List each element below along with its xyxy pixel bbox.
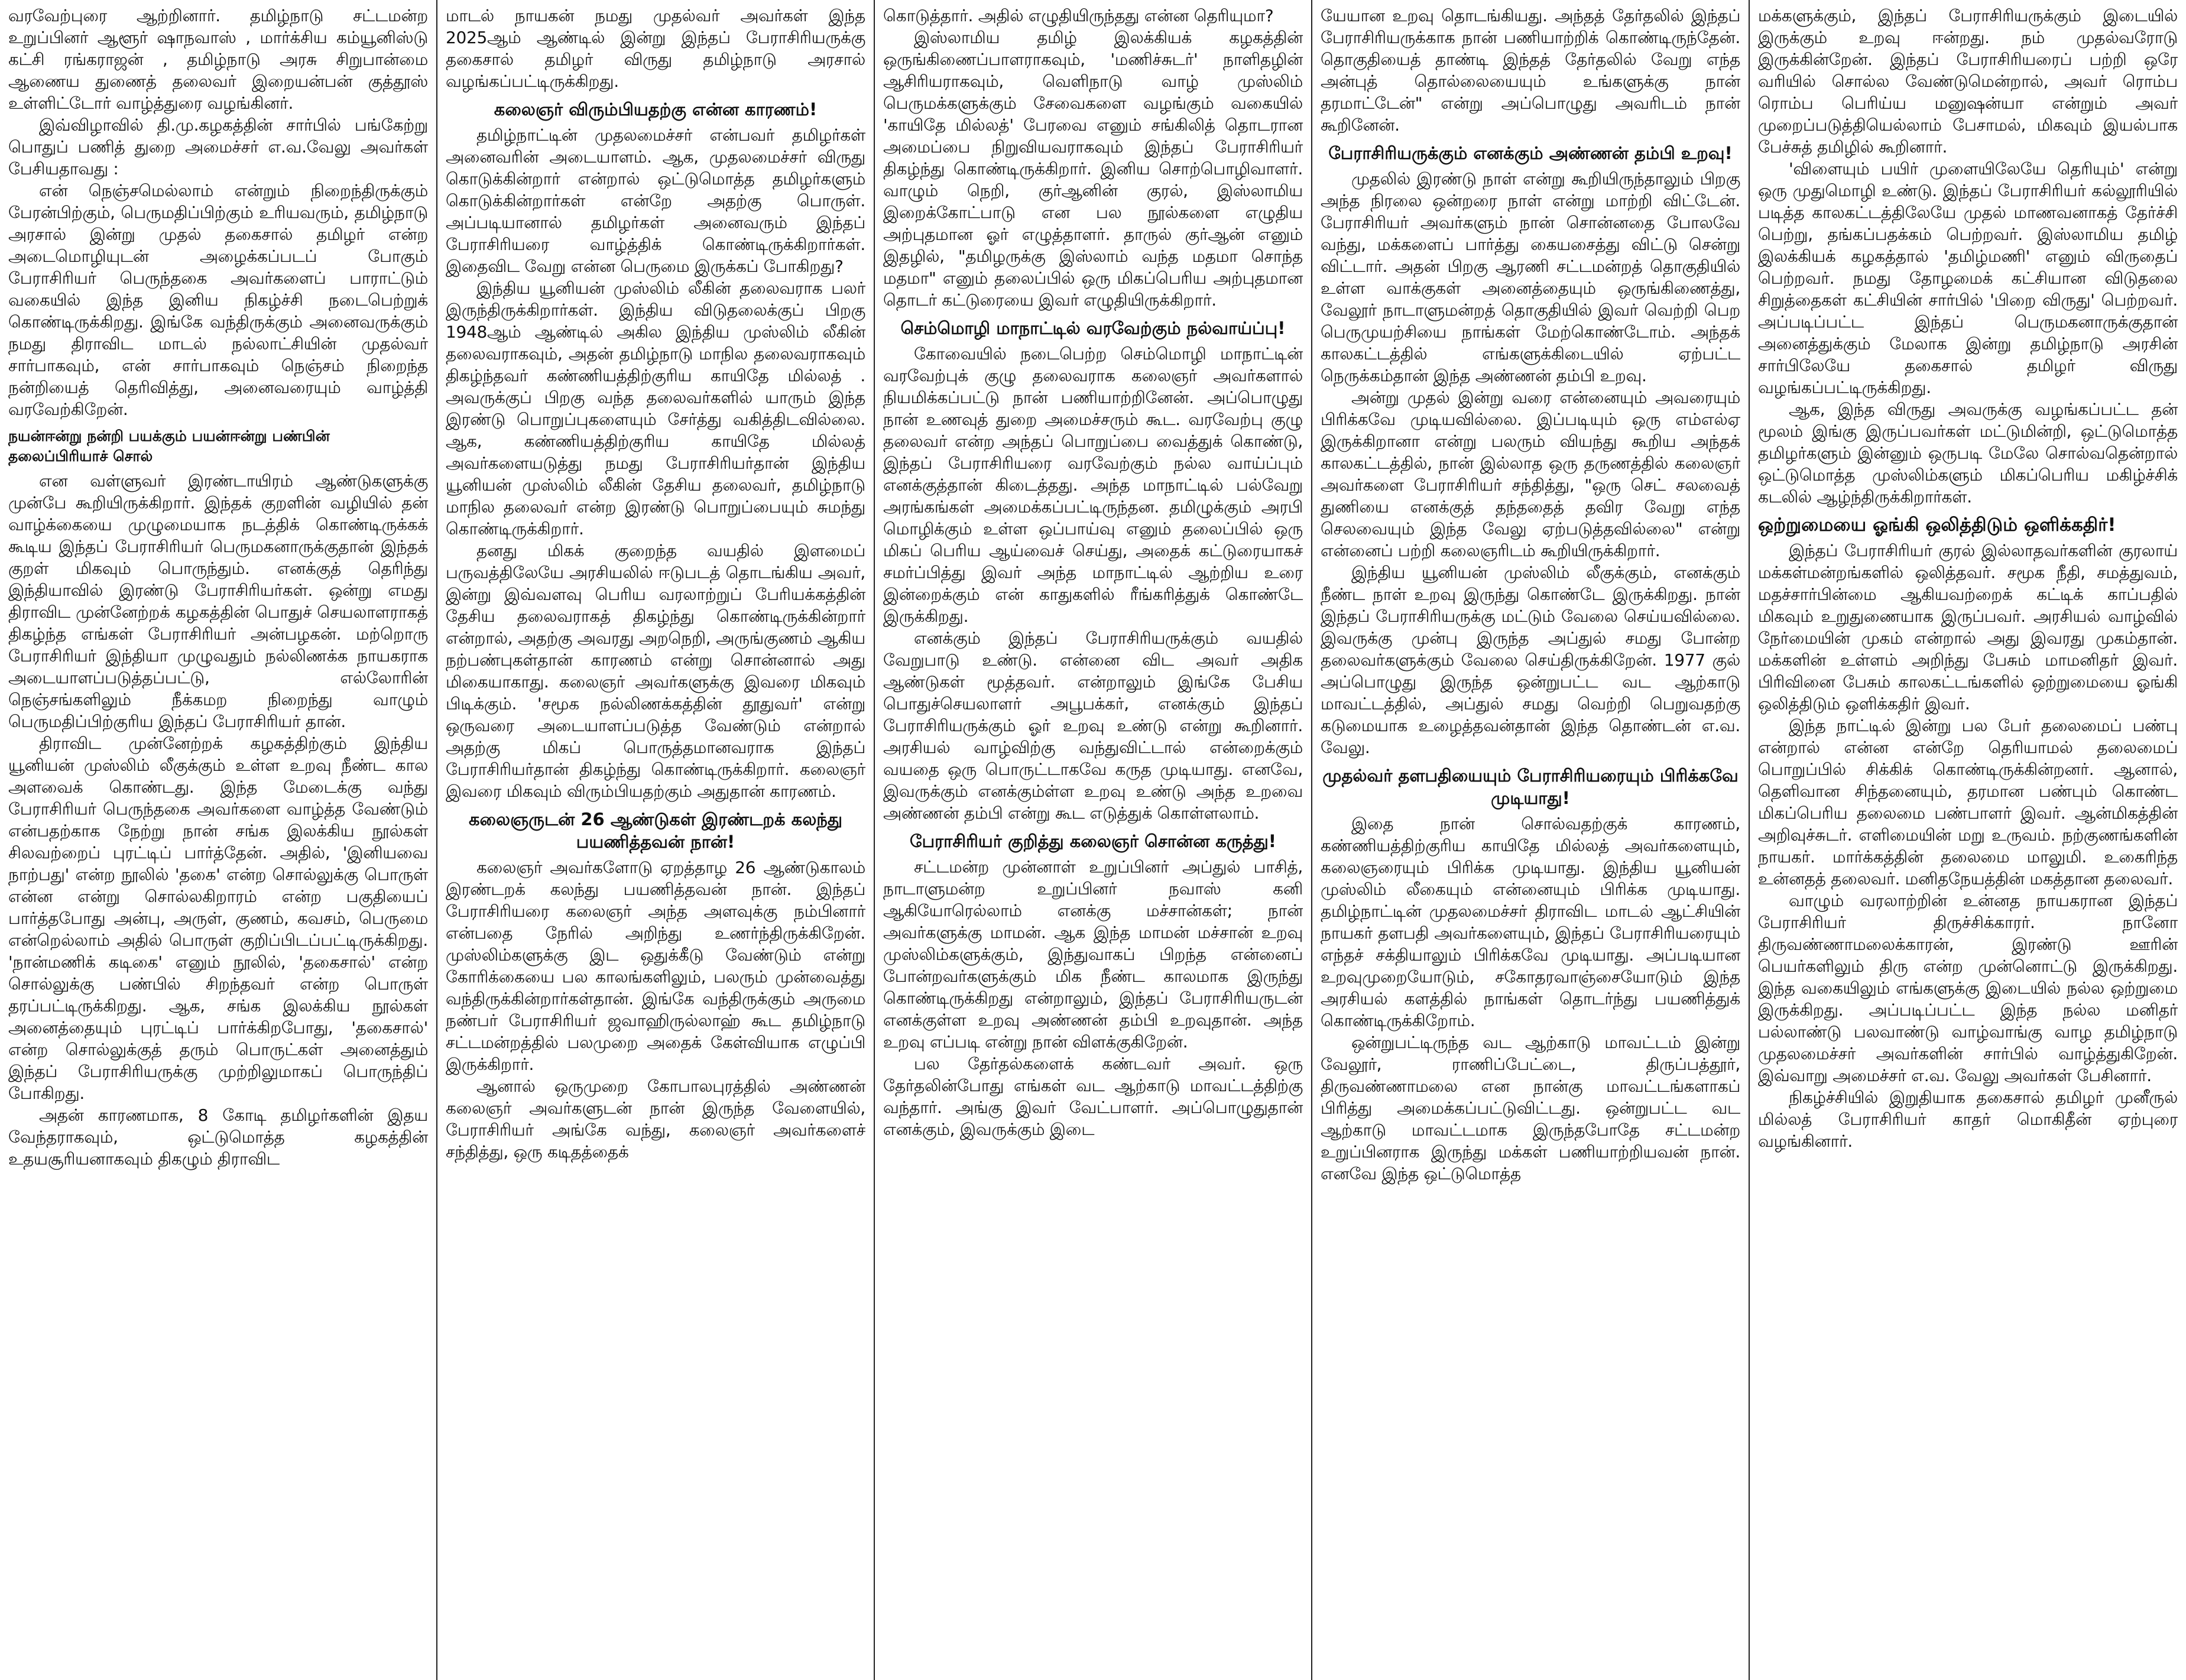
subheading: ஒற்றுமையை ஓங்கி ஒலித்திடும் ஒளிக்கதிர்! bbox=[1758, 514, 2116, 536]
paragraph: சட்டமன்ற முன்னாள் உறுப்பினர் அப்துல் பாசித், நாடாளுமன்ற உறுப்பினர் நவாஸ் கனி ஆகியோரெல்லாம் எனக்கு மச்சான்கள்; நான் அவர்களுக்கு மாமன். ஆக இந்த மாமன் மச்சான் உறவு முஸ்லிம்களுக்கும், இந்துவாகப் பிறந்த என்னைப் போன்றவர்களுக்கும் மிக நீண்ட காலமாக இருந்து கொண்டிருக்கிறது என்றாலும், இந்தப் பேராசிரியருடன் எனக்குள்ள உறவு அண்ணன் தம்பி உறவுதான். அந்த உறவு எப்படி என்று நான் விளக்குகிறேன். bbox=[883, 857, 1303, 1052]
paragraph: இதை நான் சொல்வதற்குக் காரணம், கண்ணியத்திற்குரிய காயிதே மில்லத் அவர்களையும், கலைஞரையும் பிரிக்க முடியாது. இந்திய யூனியன் முஸ்லிம் லீகையும் என்னையும் பிரிக்க முடியாது. தமிழ்நாட்டின் முதலமைச்சர் திராவிட மாடல் ஆட்சியின் நாயகர் தளபதி அவர்களையும், இந்தப் பேராசிரியரையும் எந்தச் சக்தியாலும் பிரிக்கவே முடியாது. அப்படியான உறவுமுறையோடும், சகோதரவாஞ்சையோடும் இந்த அரசியல் களத்தில் நாங்கள் தொடர்ந்து பயணித்துக் கொண்டிருக்கிறோம். bbox=[1321, 814, 1740, 1030]
paragraph: 'விளையும் பயிர் முளையிலேயே தெரியும்' என்று ஒரு முதுமொழி உண்டு. இந்தப் பேராசிரியர் கல்லூரியில் படித்த காலகட்டத்திலேயே முதல் மாணவனாகத் தேர்ச்சி பெற்று, தங்கப்பதக்கம் பெற்றவர். இஸ்லாமிய தமிழ் இலக்கியக் கழகத்தால் 'தமிழ்மணி' எனும் விருதைப் பெற்றவர். நமது தோழமைக் கட்சியான விடுதலை சிறுத்தைகள் கட்சியின் சார்பில் 'பிறை விருது' பெற்றவர். அப்படிப்பட்ட இந்தப் பெருமகனாருக்குதான் அனைத்துக்கும் மேலாக இன்று தமிழ்நாடு அரசின் சார்பிலேயே தகைசால் தமிழர் விருது வழங்கப்பட்டிருக்கிறது. bbox=[1758, 159, 2178, 397]
paragraph: பல தேர்தல்களைக் கண்டவர் அவர். ஒரு தேர்தலின்போது எங்கள் வட ஆற்காடு மாவட்டத்திற்கு வந்தார். அங்கு இவர் வேட்பாளர். அப்பொழுதுதான் எனக்கும், இவருக்கும் இடை bbox=[883, 1054, 1303, 1139]
paragraph: நிகழ்ச்சியில் இறுதியாக தகைசால் தமிழர் முனீருல் மில்லத் பேராசிரியர் காதர் மொகிதீன் ஏற்புரை வழங்கினார். bbox=[1758, 1088, 2178, 1151]
paragraph: கொடுத்தார். அதில் எழுதியிருந்தது என்ன தெரியுமா? bbox=[883, 6, 1274, 25]
paragraph: யேயான உறவு தொடங்கியது. அந்தத் தேர்தலில் இந்தப் பேராசிரியருக்காக நான் பணியாற்றிக் கொண்டிருந்தேன். தொகுதியைத் தாண்டி இந்தத் தேர்தலில் வேறு எந்த அன்புத் தொல்லையையும் உங்களுக்கு நான் தரமாட்டேன்" என்று அப்பொழுது அவரிடம் நான் கூறினேன். bbox=[1321, 6, 1740, 135]
paragraph: அதன் காரணமாக, 8 கோடி தமிழர்களின் இதய வேந்தராகவும், ஒட்டுமொத்த கழகத்தின் உதயசூரியனாகவும் திகழும் திராவிட bbox=[8, 1105, 428, 1169]
paragraph: ஆனால் ஒருமுறை கோபாலபுரத்தில் அண்ணன் கலைஞர் அவர்களுடன் நான் இருந்த வேளையில், பேராசிரியர் அங்கே வந்து, கலைஞர் அவர்களைச் சந்தித்து, ஒரு கடிதத்தைக் bbox=[446, 1076, 865, 1162]
paragraph: இந்திய யூனியன் முஸ்லிம் லீகுக்கும், எனக்கும் நீண்ட நாள் உறவு இருந்து கொண்டே இருக்கிறது. நான் இந்தப் பேராசிரியருக்கு மட்டும் வேலை செய்யவில்லை. இவருக்கு முன்பு இருந்த அப்துல் சமது போன்ற தலைவர்களுக்கும் வேலை செய்திருக்கிறேன். 1977 குல் அப்பொழுது இருந்த ஒன்றுபட்ட வட ஆற்காடு மாவட்டத்தில், அப்துல் சமது வெற்றி பெறுவதற்கு கடுமையாக உழைத்தவன்தான் இந்த தொண்டன் எ.வ. வேலு. bbox=[1321, 563, 1740, 757]
paragraph: முதலில் இரண்டு நாள் என்று கூறியிருந்தாலும் பிறகு அந்த நிரலை ஒன்றரை நாள் என்று மாற்றி விட்டேன். பேராசிரியர் அவர்களும் நான் சொன்னதை போலவே வந்து, மக்களைப் பார்த்து கையசைத்து விட்டு சென்று விட்டார். அதன் பிறகு ஆரணி சட்டமன்றத் தொகுதியில் உள்ள வாக்குகள் அனைத்தையும் ஒருங்கிணைத்து, வேலூர் நாடாளுமன்றத் தொகுதியில் இவர் வெற்றி பெற பெருமுயற்சியை நாங்கள் மேற்கொண்டோம். அந்தக் காலகட்டத்தில் எங்களுக்கிடையில் ஏற்பட்ட நெருக்கம்தான் இந்த அண்ணன் தம்பி உறவு. bbox=[1321, 169, 1740, 385]
paragraph: என வள்ளுவர் இரண்டாயிரம் ஆண்டுகளுக்கு முன்பே கூறியிருக்கிறார். இந்தக் குறளின் வழியில் தன் வாழ்க்கையை முழுமையாக நடத்திக் கொண்டிருக்கக் கூடிய இந்தப் பேராசிரியர் பெருமகனாருக்குதான் இந்தக் குறள் மிகவும் பொருந்தும். எனக்குத் தெரிந்து இந்தியாவில் இரண்டு பேராசிரியர்கள். ஒன்று எமது திராவிட முன்னேற்றக் கழகத்தின் பொதுச் செயலாளராகத் திகழ்ந்த எங்கள் பேராசிரியர் அன்பழகன். மற்றொரு பேராசிரியர் இந்தியா முழுவதும் நல்லிணக்க நாயகராக அடையாளப்படுத்தப்பட்டு, எல்லோரின் நெஞ்சங்களிலும் நீக்கமற நிறைந்து வாழும் பெருமதிப்பிற்குரிய இந்தப் பேராசிரியர் தான். bbox=[8, 471, 428, 731]
subheading: பேராசிரியருக்கும் எனக்கும் அண்ணன் தம்பி உறவு! bbox=[1328, 143, 1733, 163]
paragraph: வாழும் வரலாற்றின் உன்னத நாயகரான இந்தப் பேராசிரியர் திருச்சிக்காரர். நானோ திருவண்ணாமலைக்காரன், இரண்டு ஊரின் பெயர்களிலும் திரு என்ற முன்னொட்டு இருக்கிறது. இந்த வகையிலும் எங்களுக்கு இடையில் நல்ல ஒற்றுமை இருக்கிறது. அப்படிப்பட்ட இந்த நல்ல மனிதர் பல்லாண்டு பலவாண்டு வாழ்வாங்கு வாழ தமிழ்நாடு முதலமைச்சர் அவர்களின் சார்பில் வாழ்த்துகிறேன். இவ்வாறு அமைச்சர் எ.வ. வேலு அவர்கள் பேசினார். bbox=[1758, 891, 2178, 1085]
article-column-2 bbox=[437, 0, 874, 1680]
paragraph: இந்தப் பேராசிரியர் குரல் இல்லாதவர்களின் குரலாய் மக்கள்மன்றங்களில் ஒலித்தவர். சமூக நீதி, சமத்துவம், மதச்சார்பின்மை ஆகியவற்றைக் கட்டிக் காப்பதில் மிகவும் உறுதுணையாக இருப்பவர். அரசியல் வாழ்வில் நேர்மையின் முகம் என்றால் அது இவரது முகம்தான். மக்களின் உள்ளம் அறிந்து பேசும் மாமனிதர் இவர். பிரிவினை பேசும் காலகட்டங்களில் ஒற்றுமையை ஓங்கி ஒலித்திடும் ஒளிக்கதிர் இவர். bbox=[1758, 541, 2178, 713]
paragraph: இஸ்லாமிய தமிழ் இலக்கியக் கழகத்தின் ஒருங்கிணைப்பாளராகவும், 'மணிச்சுடர்' நாளிதழின் ஆசிரியராகவும், வெளிநாடு வாழ் முஸ்லிம் பெருமக்களுக்கும் சேவைகளை வழங்கும் வகையில் 'காயிதே மில்லத்' பேரவை எனும் சங்கிலித் தொடரான அமைப்பை நிறுவியவராகவும் இந்தப் பேராசிரியர் திகழ்ந்து கொண்டிருக்கிறார். இனிய சொற்பொழிவாளர். வாழும் நெறி, குர்ஆனின் குரல், இஸ்லாமிய இறைக்கோட்பாடு என பல நூல்களை எழுதிய அற்புதமான ஓர் எழுத்தாளர். தாருல் குர்ஆன் எனும் இதழில், "தமிழருக்கு இஸ்லாம் வந்த மதமா சொந்த மதமா" எனும் தலைப்பில் ஒரு மிகப்பெரிய அற்புதமான தொடர் கட்டுரையை இவர் எழுதியிருக்கிறார். bbox=[883, 28, 1303, 310]
paragraph: என் நெஞ்சமெல்லாம் என்றும் நிறைந்திருக்கும் பேரன்பிற்கும், பெருமதிப்பிற்கும் உரியவரும், தமிழ்நாடு அரசால் இன்று முதல் தகைசால் தமிழர் என்ற அடைமொழியுடன் அழைக்கப்படப் போகும் பேராசிரியர் பெருந்தகை அவர்களைப் பாராட்டும் வகையில் இந்த இனிய நிகழ்ச்சி நடைபெற்றுக் கொண்டிருக்கிறது. இங்கே வந்திருக்கும் அனைவருக்கும் நமது திராவிட மாடல் நல்லாட்சியின் முதல்வர் சார்பாகவும், என் சார்பாகவும் நெஞ்சம் நிறைந்த நன்றியைத் தெரிவித்து, அனைவரையும் வாழ்த்தி வரவேற்கிறேன். bbox=[8, 181, 428, 419]
paragraph: கலைஞர் அவர்களோடு ஏறத்தாழ 26 ஆண்டுகாலம் இரண்டறக் கலந்து பயணித்தவன் நான். இந்தப் பேராசிரியரை கலைஞர் அந்த அளவுக்கு நம்பினார் என்பதை நேரில் அறிந்து உணர்ந்திருக்கிறேன். முஸ்லிம்களுக்கு இட ஒதுக்கீடு வேண்டும் என்று கோரிக்கையை பல காலங்களிலும், பலரும் முன்வைத்து வந்திருக்கின்றார்கள்தான். இங்கே வந்திருக்கும் அருமை நண்பர் பேராசிரியர் ஜவாஹிருல்லாஹ் கூட தமிழ்நாடு சட்டமன்றத்தில் பலமுறை அதைக் கேள்வியாக எழுப்பி இருக்கிறார். bbox=[446, 858, 865, 1074]
article-column-5 bbox=[1750, 0, 2186, 1680]
paragraph: திராவிட முன்னேற்றக் கழகத்திற்கும் இந்திய யூனியன் முஸ்லிம் லீகுக்கும் உள்ள உறவு நீண்ட கால அளவைக் கொண்டது. இந்த மேடைக்கு வந்து பேராசிரியர் பெருந்தகை அவர்களை வாழ்த்த வேண்டும் என்பதற்காக நேற்று நான் சங்க இலக்கிய நூல்கள் சிலவற்றைப் புரட்டிப் பார்த்தேன். அதில், 'இனியவை நாற்பது' என்ற நூலில் 'தகை' என்ற சொல்லுக்கு பொருள் என்ன என்று சொல்லகிறாரம் என்ற பகுதியைப் பார்த்தபோது அன்பு, அருள், குணம், கவசம், பெருமை என்றெல்லாம் அதில் பொருள் குறிப்பிடப்பட்டிருக்கிறது. 'நான்மணிக் கடிகை' எனும் நூலில், 'தகைசால்' என்ற சொல்லுக்கு பண்பில் சிறந்தவர் என்ற பொருள் தரப்பட்டிருக்கிறது. ஆக, சங்க இலக்கிய நூல்கள் அனைத்தையும் புரட்டிப் பார்க்கிறபோது, 'தகைசால்' என்ற சொல்லுக்குத் தரும் பொருட்கள் அனைத்தும் இந்தப் பேராசிரியருக்கு முற்றிலுமாகப் பொருந்திப் போகிறது. bbox=[8, 734, 428, 1103]
paragraph: இந்த நாட்டில் இன்று பல பேர் தலைமைப் பண்பு என்றால் என்ன என்றே தெரியாமல் தலைமைப் பொறுப்பில் சிக்கிக் கொண்டிருக்கின்றனர். ஆனால், தெளிவான சிந்தனையும், தரமான பண்பும் கொண்ட மிகப்பெரிய தலைமை பண்பாளர் இவர். ஆன்மிகத்தின் அறிவுச்சுடர். எளிமையின் மறு உருவம். நற்குணங்களின் நாயகர். மார்க்கத்தின் தலைமை மாலுமி. உகைரிந்த உன்னதத் தலைவர். மனிதநேயத்தின் மகத்தான தலைவர். bbox=[1758, 716, 2178, 888]
paragraph: தனது மிகக் குறைந்த வயதில் இளமைப் பருவத்திலேயே அரசியலில் ஈடுபடத் தொடங்கிய அவர், இன்று இவ்வளவு பெரிய வரலாற்றுப் பேரியக்கத்தின் தேசிய தலைவராகத் திகழ்ந்து கொண்டிருக்கின்றார் என்றால், அதற்கு அவரது அறநெறி, அருங்குணம் ஆகிய நற்பண்புகள்தான் காரணம் என்று சொன்னால் அது மிகையாகாது. கலைஞர் அவர்களுக்கு இவரை மிகவும் பிடிக்கும். 'சமூக நல்லிணக்கத்தின் தூதுவர்' என்று ஒருவரை அடையாளப்படுத்த வேண்டும் என்றால் அதற்கு மிகப் பொருத்தமானவராக இந்தப் பேராசிரியர்தான் திகழ்ந்து கொண்டிருக்கிறார். கலைஞர் இவரை மிகவும் விரும்பியதற்கும் அதுதான் காரணம். bbox=[446, 541, 865, 801]
article-column-3 bbox=[875, 0, 1311, 1680]
paragraph: இவ்விழாவில் தி.மு.கழகத்தின் சார்பில் பங்கேற்று பொதுப் பணித் துறை அமைச்சர் எ.வ.வேலு அவர்கள் பேசியதாவது : bbox=[8, 115, 428, 179]
paragraph: வரவேற்புரை ஆற்றினார். தமிழ்நாடு சட்டமன்ற உறுப்பினர் ஆளூர் ஷாநவாஸ் , மார்க்சிய கம்யூனிஸ்டு கட்சி ரங்கராஜன் , தமிழ்நாடு அரசு சிறுபான்மை ஆணைய துணைத் தலைவர் இறையன்பன் குத்தூஸ் உள்ளிட்டோர் வாழ்த்துரை வழங்கினர். bbox=[8, 6, 428, 113]
subheading: பேராசிரியர் குறித்து கலைஞர் சொன்ன கருத்து! bbox=[910, 831, 1276, 851]
paragraph: எனக்கும் இந்தப் பேராசிரியருக்கும் வயதில் வேறுபாடு உண்டு. என்னை விட அவர் அதிக ஆண்டுகள் மூத்தவர். என்றாலும் இங்கே பேசிய பொதுச்செயலாளர் அபூபக்கர், எனக்கும் இந்தப் பேராசிரியருக்கும் ஓர் உறவு உண்டு என்று கூறினார். அரசியல் வாழ்விற்கு வந்துவிட்டால் என்றைக்கும் வயதை ஒரு பொருட்டாகவே கருத முடியாது. எனவே, இவருக்கும் எனக்கும்ள்ள உறவு உண்டு அந்த உறவை அண்ணன் தம்பி என்று கூட எடுத்துக் கொள்ளலாம். bbox=[883, 628, 1303, 823]
paragraph: கோவையில் நடைபெற்ற செம்மொழி மாநாட்டின் வரவேற்புக் குழு தலைவராக கலைஞர் அவர்களால் நியமிக்கப்பட்டு நான் பணியாற்றினேன். அப்பொழுது நான் உணவுத் துறை அமைச்சரும் கூட. வரவேற்பு குழு தலைவர் என்ற அந்தப் பொறுப்பை வைத்துக் கொண்டு, இந்தப் பேராசிரியரை வரவேற்கும் நல்ல வாய்ப்பும் எனக்குத்தான் கிடைத்தது. அந்த மாநாட்டில் பல்வேறு அரங்கங்கள் அமைக்கப்பட்டிருந்தன. தமிழுக்கும் அரபி மொழிக்கும் உள்ள ஒப்பாய்வு எனும் தலைப்பில் ஒரு மிகப் பெரிய ஆய்வைச் செய்து, அதைக் கட்டுரையாகச் சமர்ப்பித்து இவர் அந்த மாநாட்டில் ஆற்றிய உரை இன்றைக்கும் என் காதுகளில் ரீங்கரித்துக் கொண்டே இருக்கிறது. bbox=[883, 344, 1303, 626]
paragraph: அன்று முதல் இன்று வரை என்னையும் அவரையும் பிரிக்கவே முடியவில்லை. இப்படியும் ஒரு எம்எல்ஏ இருக்கிறானா என்று பலரும் வியந்து கூறிய அந்தக் காலகட்டத்தில், நான் இல்லாத ஒரு தருணத்தில் கலைஞர் அவர்களை பேராசிரியர் சந்தித்து, "ஒரு செட் சலவைத் துணியை எனக்குத் தந்ததைத் தவிர வேறு எந்த செலவையும் இந்த வேலு ஏற்படுத்தவில்லை" என்று என்னைப் பற்றி கலைஞரிடம் கூறியிருக்கிறார். bbox=[1321, 388, 1740, 560]
subheading: கலைஞர் விரும்பியதற்கு என்ன காரணம்! bbox=[494, 99, 818, 119]
subheading: முதல்வர் தளபதியையும் பேராசிரியரையும் பிரிக்கவே முடியாது! bbox=[1322, 766, 1739, 808]
paragraph: மாடல் நாயகன் நமது முதல்வர் அவர்கள் இந்த 2025ஆம் ஆண்டில் இன்று இந்தப் பேராசிரியருக்கு தகைசால் தமிழர் விருது தமிழ்நாடு அரசால் வழங்கப்பட்டிருக்கிறது. bbox=[446, 6, 865, 91]
subheading: செம்மொழி மாநாட்டில் வரவேற்கும் நல்வாய்ப்பு! bbox=[900, 318, 1286, 338]
article-column-4 bbox=[1312, 0, 1749, 1680]
subheading: கலைஞருடன் 26 ஆண்டுகள் இரண்டறக் கலந்து பயணித்தவன் நான்! bbox=[468, 809, 843, 852]
subheading: நயன்ஈன்று நன்றி பயக்கும் பயன்ஈன்று பண்பின் தலைப்பிரியாச் சொல் bbox=[8, 427, 330, 465]
paragraph: மக்களுக்கும், இந்தப் பேராசிரியருக்கும் இடையில் இருக்கும் உறவு ஈன்றது. நம் முதல்வரோடு இருக்கின்றேன். இந்தப் பேராசிரியரைப் பற்றி ஒரே வரியில் சொல்ல வேண்டுமென்றால், அவர் ரொம்ப ரொம்ப பெரிய்ய மனுஷன்யா என்றும் அவர் முறைப்படுத்தியெல்லாம் பேசாமல், மிகவும் இயல்பாக பேச்சுத் தமிழில் கூறினார். bbox=[1758, 6, 2178, 157]
paragraph: இந்திய யூனியன் முஸ்லிம் லீகின் தலைவராக பலர் இருந்திருக்கிறார்கள். இந்திய விடுதலைக்குப் பிறகு 1948ஆம் ஆண்டில் அகில இந்திய முஸ்லிம் லீகின் தலைவராகவும், அதன் தமிழ்நாடு மாநில தலைவராகவும் திகழ்ந்தவர் கண்ணியத்திற்குரிய காயிதே மில்லத் . அவருக்குப் பிறகு வந்த தலைவர்களில் யாரும் இந்த இரண்டு பொறுப்புகளையும் சேர்த்து வகித்திடவில்லை. ஆக, கண்ணியத்திற்குரிய காயிதே மில்லத் அவர்களையடுத்து நமது பேராசிரியர்தான் இந்திய யூனியன் முஸ்லிம் லீகின் தேசிய தலைவர், தமிழ்நாடு மாநில தலைவர் என்ற இரண்டு பொறுப்பையும் சுமந்து கொண்டிருக்கிறார். bbox=[446, 278, 865, 539]
paragraph: தமிழ்நாட்டின் முதலமைச்சர் என்பவர் தமிழர்கள் அனைவரின் அடையாளம். ஆக, முதலமைச்சர் விருது கொடுக்கின்றார் என்றால் ஒட்டுமொத்த தமிழர்களும் கொடுக்கின்றார்கள் என்றே அதற்கு பொருள். அப்படியானால் தமிழர்கள் அனைவரும் இந்தப் பேராசிரியரை வாழ்த்திக் கொண்டிருக்கிறார்கள். இதைவிட வேறு என்ன பெருமை இருக்கப் போகிறது? bbox=[446, 125, 865, 276]
paragraph: ஒன்றுபட்டிருந்த வட ஆற்காடு மாவட்டம் இன்று வேலூர், ராணிப்பேட்டை, திருப்பத்தூர், திருவண்ணாமலை என நான்கு மாவட்டங்களாகப் பிரித்து அமைக்கப்பட்டுவிட்டது. ஒன்றுபட்ட வட ஆற்காடு மாவட்டமாக இருந்தபோதே சட்டமன்ற உறுப்பினராக இருந்து மக்கள் பணியாற்றியவன் நான். எனவே இந்த ஒட்டுமொத்த bbox=[1321, 1033, 1740, 1183]
article-column-1 bbox=[0, 0, 436, 1680]
paragraph: ஆக, இந்த விருது அவருக்கு வழங்கப்பட்ட தன் மூலம் இங்கு இருப்பவர்கள் மட்டுமின்றி, ஒட்டுமொத்த தமிழர்களும் இன்னும் ஒருபடி மேலே சொல்வதென்றால் ஒட்டுமொத்த முஸ்லிம்களும் மிகப்பெரிய மகிழ்ச்சிக் கடலில் ஆழ்ந்திருக்கிறார்கள். bbox=[1758, 400, 2178, 507]
